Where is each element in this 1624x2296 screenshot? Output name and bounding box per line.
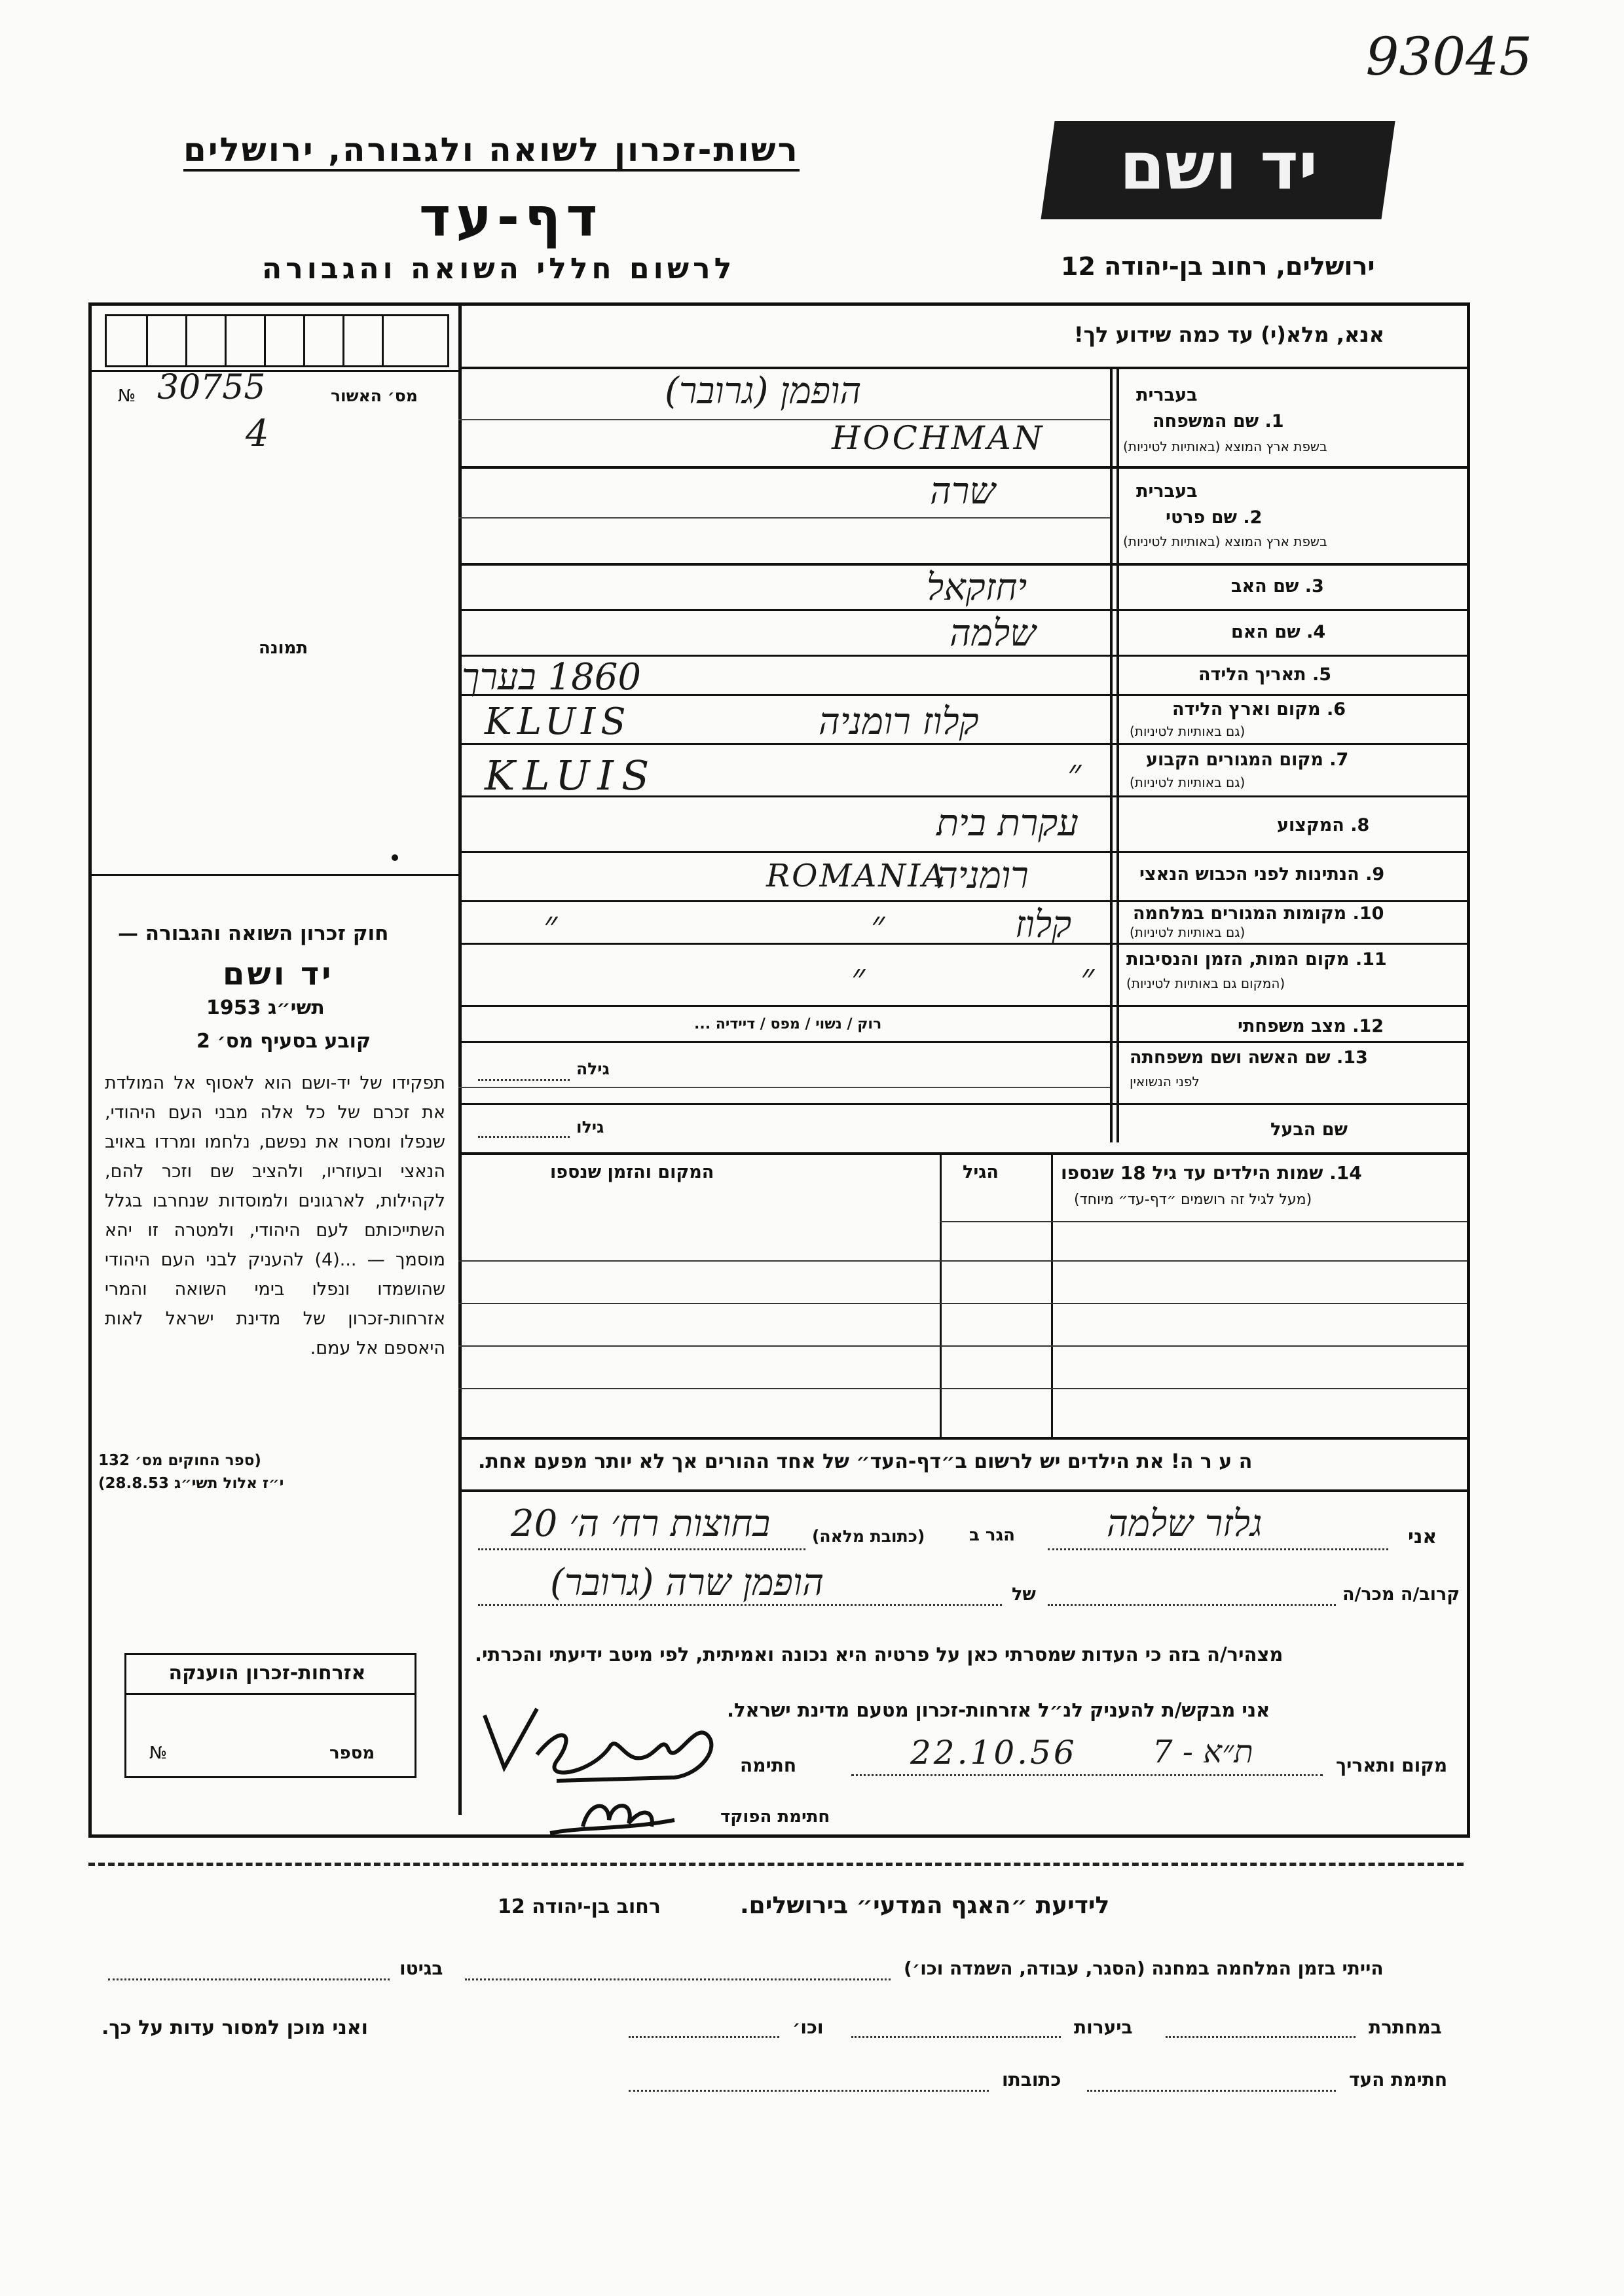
relation-label: קרוב/ה מכר/ה	[1342, 1584, 1460, 1605]
archive-number: 93045	[1365, 26, 1532, 87]
of-label: של	[1012, 1584, 1036, 1605]
children-note: ה ע ר ה! את הילדים יש לרשום ב״דף-העד״ של אחד ההורים אך לא יותר מפעם אחת.	[478, 1450, 1253, 1473]
field-11-ditto-1: ״	[1080, 956, 1095, 998]
form-subtitle: לרשום חללי השואה והגבורה	[262, 252, 736, 285]
official-signature-label: חתימת הפוקד	[720, 1807, 830, 1827]
field-11-num: 11.	[1355, 949, 1387, 970]
field-10-note: (גם באותיות לטיניות)	[1130, 924, 1246, 940]
field-7-num: 7.	[1329, 750, 1349, 770]
field-1-heb-value: הופמן (גרובר)	[665, 370, 862, 412]
field-14-name: שמות הילדים עד גיל 18 שנספו	[1061, 1162, 1323, 1184]
grant-box-number: מספר	[329, 1743, 375, 1763]
field-2-name: שם פרטי	[1166, 507, 1237, 528]
field-14-label	[1061, 1162, 1362, 1184]
field-6-label	[1172, 699, 1346, 720]
field-10-value: קלוז	[1015, 903, 1072, 946]
field-11-name: מקום המות, הזמן והנסיבות	[1126, 949, 1350, 970]
law-ref-1: (ספר החוקים מס׳ 132	[98, 1452, 261, 1469]
signature-label: חתימה	[740, 1755, 797, 1776]
field-2-num: 2.	[1243, 507, 1263, 528]
declaration-place: ת״א - 7	[1153, 1734, 1253, 1770]
husband-age-label: גילו	[576, 1118, 604, 1137]
field-8-num: 8.	[1350, 815, 1370, 835]
declaration-text: מצהיר/ה בזה כי העדות שמסרתי כאן על פרטיה היא נכונה ואמיתית, לפי מיטב ידיעתי והכרתי.	[475, 1643, 1283, 1666]
field-4-name: שם האם	[1231, 622, 1301, 642]
field-3-label	[1231, 576, 1324, 596]
declarant-signature	[458, 1696, 733, 1794]
field-6-lat-value: KLUIS	[485, 701, 631, 743]
hebrew-label-1: בעברית	[1136, 385, 1198, 405]
field-12-name: מצב משפחתי	[1238, 1016, 1346, 1036]
footer-underground-label: במחתרת	[1369, 2016, 1442, 2038]
field-6-num: 6.	[1326, 699, 1346, 720]
field-1-num: 1.	[1264, 411, 1284, 431]
footer-ghetto-label: בגיטו	[399, 1958, 443, 1979]
grant-box-title: אזרחות-זכרון הוענקה	[168, 1662, 366, 1685]
field-10-ditto-1: ״	[871, 903, 885, 946]
cert-no-sign: №	[118, 386, 136, 406]
yad-vashem-logo	[1041, 121, 1395, 219]
lives-label: הגר ב	[969, 1525, 1016, 1545]
field-7-heb-value: ״	[1067, 752, 1082, 794]
field-5-value: 1860 בערך	[462, 656, 642, 699]
id-boxes	[105, 314, 449, 367]
field-1-label	[1153, 411, 1284, 431]
field-8-name: המקצוע	[1277, 815, 1344, 835]
field-6-name: מקום וארץ הלידה	[1172, 699, 1321, 720]
footer-witness-signature: חתימת העד	[1349, 2069, 1448, 2090]
husband-label: שם הבעל	[1270, 1120, 1348, 1140]
field-9-lat-value: ROMANIA	[766, 858, 947, 894]
ani-label: אני	[1408, 1525, 1437, 1548]
place-column-header: המקום והזמן שנספו	[550, 1162, 714, 1182]
field-8-value: עקרת בית	[936, 802, 1079, 845]
field-2-label	[1166, 507, 1262, 528]
footer-etc-label: וכו׳	[792, 2016, 824, 2038]
field-10-num: 10.	[1352, 903, 1384, 924]
hebrew-label-2: בעברית	[1136, 481, 1198, 501]
field-7-note: (גם באותיות לטיניות)	[1130, 774, 1246, 790]
field-7-name: מקום המגורים הקבוע	[1146, 750, 1323, 770]
footer-heading: לידיעת ״האגף המדעי״ בירושלים.	[740, 1892, 1110, 1919]
field-10-ditto-2: ״	[544, 903, 558, 946]
footer-address: רחוב בן-יהודה 12	[498, 1895, 661, 1918]
grant-box-no: №	[149, 1743, 168, 1763]
field-11-ditto-2: ״	[851, 956, 866, 998]
field-13-label	[1130, 1048, 1368, 1068]
field-9-heb-value: רומניה	[936, 854, 1029, 897]
authority-title: רשות-זכרון לשואה ולגבורה, ירושלים	[183, 131, 800, 172]
field-3-value: יחזקאל	[927, 566, 1027, 609]
field-14-note: (מעל לגיל זה רושמים ״דף-עד״ מיוחד)	[1074, 1192, 1312, 1208]
law-year: תשי״ג 1953	[206, 996, 325, 1019]
footer-camp-text: הייתי בזמן המלחמה במחנה (הסגר, עבודה, השמדה וכו׳)	[904, 1958, 1384, 1979]
field-7-lat-value: KLUIS	[485, 752, 657, 799]
cert-number: 30755	[157, 368, 266, 407]
relative-of-value: הופמן שרה (גרובר)	[550, 1561, 824, 1604]
place-date-label: מקום ותאריך	[1336, 1755, 1448, 1776]
wife-age-label: גילה	[576, 1059, 610, 1078]
field-10-name: מקומות המגורים במלחמה	[1133, 903, 1347, 924]
field-3-num: 3.	[1304, 576, 1324, 596]
field-9-label	[1139, 864, 1384, 884]
field-1-name: שם המשפחה	[1153, 411, 1259, 431]
field-6-note: (גם באותיות לטיניות)	[1130, 723, 1246, 739]
field-14-num: 14.	[1329, 1162, 1362, 1184]
field-13-name: שם האשה ושם משפחתה	[1130, 1048, 1331, 1068]
field-12-label	[1238, 1016, 1384, 1036]
law-title: חוק זכרון השואה והגבורה —	[118, 922, 389, 945]
header-address: ירושלים, רחוב בן-יהודה 12	[1061, 252, 1375, 281]
field-7-label	[1146, 750, 1348, 770]
law-text: תפקידו של יד-ושם הוא לאסוף אל המולדת את זכרם של כל אלה מבני העם היהודי, שנפלו ומסרו את נפשם, נלחמו ומרדו באויב הנאצי ובעוזריו, ולהציב שם וזכר להם, לקהילות, לארגונים ולמוסדות שנחרבו בגלל השתייכותם לעם היהודי, ולמטרה זו יהא מוסמך — ...(4) להעניק לבני העם היהודי שהושמדו ונפלו בימי השואה והמרי אזרחות-זכרון של מדינת ישראל לאות היאספם אל עמם.	[105, 1073, 445, 1358]
marital-options: רוק / נשוי / מפס / דיידיה ...	[694, 1016, 882, 1032]
field-10-label	[1133, 903, 1384, 924]
footer-testimony-text: ואני מוכן למסור עדות על כך.	[101, 2016, 368, 2039]
cert-label: מס׳ האשור	[331, 386, 418, 405]
footer-address-label: כתובתו	[1002, 2069, 1061, 2090]
field-6-heb-value: קלוז רומניה	[819, 701, 979, 743]
field-12-num: 12.	[1352, 1016, 1384, 1036]
field-11-note: (המקום גם באותיות לטיניות)	[1126, 975, 1285, 991]
declarant-address: בחוצות רח׳ ה׳ 20	[511, 1503, 771, 1545]
field-9-num: 9.	[1365, 864, 1385, 884]
form-intro: אנא, מלא(י) עד כמה שידוע לך!	[1074, 322, 1385, 347]
field-1-note: בשפת ארץ המוצא (באותיות לטיניות)	[1123, 439, 1327, 454]
field-8-label	[1277, 815, 1369, 835]
field-2-note: בשפת ארץ המוצא (באותיות לטיניות)	[1123, 534, 1327, 549]
field-5-label	[1198, 665, 1331, 685]
field-1-lat-value: HOCHMAN	[832, 419, 1045, 457]
logo-text: יד ושם	[1119, 128, 1318, 204]
field-11-label	[1126, 949, 1387, 970]
declaration-date: 22.10.56	[910, 1734, 1077, 1772]
photo-label: תמונה	[259, 638, 308, 658]
field-4-num: 4.	[1306, 622, 1326, 642]
age-column-header: הגיל	[963, 1162, 999, 1182]
field-2-heb-value: שרה	[930, 470, 995, 513]
field-4-value: שלמה	[950, 612, 1036, 655]
law-ref-2: י״ז אלול תשי״ג 28.8.53)	[98, 1475, 284, 1492]
photo-dot	[392, 854, 398, 861]
field-13-note: לפני הנשואין	[1130, 1074, 1200, 1089]
field-3-name: שם האב	[1231, 576, 1299, 596]
form-title: דף-עד	[419, 187, 603, 249]
field-13-num: 13.	[1336, 1048, 1368, 1068]
request-text: אני מבקש/ת להעניק לנ״ל אזרחות-זכרון מטעם מדינת ישראל.	[727, 1699, 1270, 1721]
law-name: יד ושם	[223, 956, 334, 993]
footer-forests-label: ביערות	[1074, 2016, 1133, 2038]
field-5-name: תאריך הלידה	[1198, 665, 1306, 685]
law-section: קובע בסעיף מס׳ 2	[196, 1030, 371, 1053]
field-4-label	[1231, 622, 1325, 642]
field-9-name: הנתינות לפני הכבוש הנאצי	[1139, 864, 1359, 884]
declarant-name: גלזר שלמה	[1107, 1503, 1263, 1545]
official-signature	[544, 1781, 701, 1846]
cert-suffix: 4	[246, 412, 269, 455]
field-5-num: 5.	[1312, 665, 1332, 685]
address-label: (כתובת מלאה)	[812, 1527, 925, 1546]
grant-box	[124, 1653, 416, 1778]
